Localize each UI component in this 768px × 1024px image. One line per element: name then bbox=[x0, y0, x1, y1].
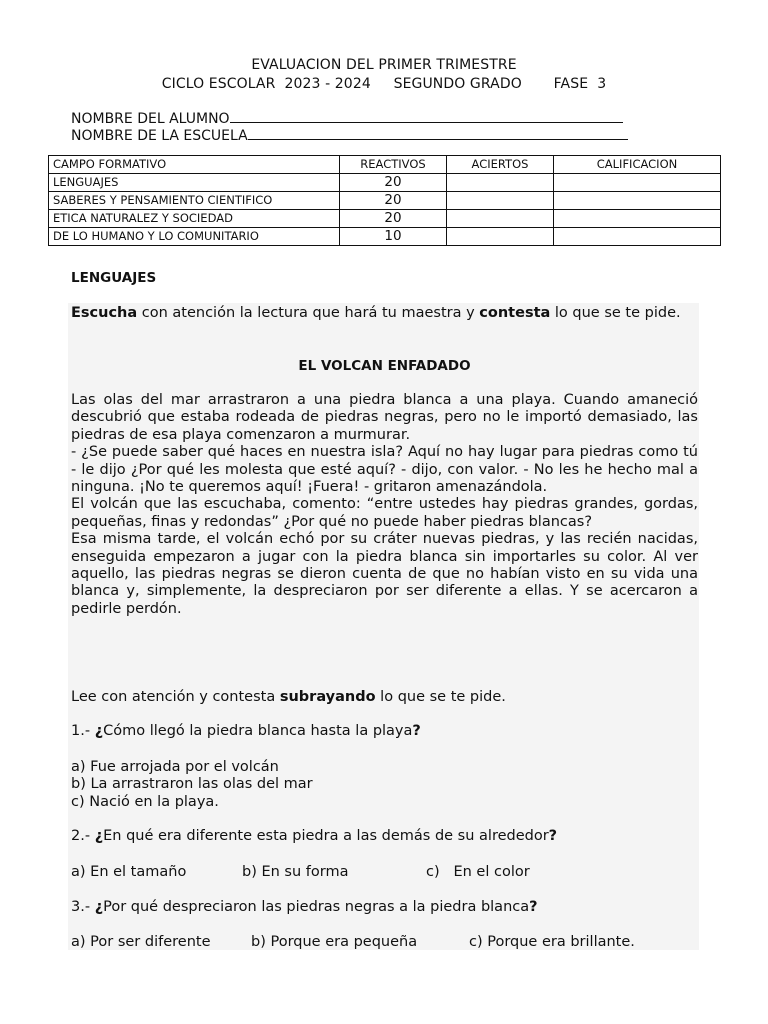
story-paragraph: - ¿Se puede saber qué haces en nuestra isla? Aquí no hay lugar para piedras como tú - le dijo ¿Por qué les molesta que esté aquí? - dijo, con valor. - No les he hecho mal a ninguna. ¡No te queremos aquí! ¡Fuera! - gritaron amenazándola. bbox=[71, 444, 698, 496]
school-name-field[interactable] bbox=[71, 127, 628, 145]
calificacion-cell[interactable] bbox=[554, 174, 721, 192]
aciertos-cell[interactable] bbox=[447, 174, 554, 192]
col-header-campo: CAMPO FORMATIVO bbox=[49, 156, 340, 174]
campo-cell: SABERES Y PENSAMIENTO CIENTIFICO bbox=[49, 192, 340, 210]
instruction bbox=[71, 689, 698, 706]
story-paragraph: El volcán que las escuchaba, comento: “entre ustedes hay piedras grandes, gordas, pequeñas, finas y redondas” ¿Por qué no puede haber piedras blancas? bbox=[71, 496, 698, 530]
question-number: 2.- bbox=[71, 828, 95, 844]
exam-subtitle: CICLO ESCOLAR 2023 - 2024 SEGUNDO GRADO FASE 3 bbox=[161, 76, 607, 92]
answer-option[interactable]: c) Nació en la playa. bbox=[71, 793, 219, 810]
col-header-calificacion: CALIFICACION bbox=[554, 156, 721, 174]
student-name-blank[interactable] bbox=[230, 110, 623, 123]
table-row bbox=[49, 192, 721, 210]
table-row bbox=[49, 210, 721, 228]
question-open-mark: ¿ bbox=[94, 899, 104, 915]
aciertos-cell[interactable] bbox=[447, 192, 554, 210]
intro-bold-escucha: Escucha bbox=[71, 305, 138, 321]
answer-option[interactable]: b) La arrastraron las olas del mar bbox=[71, 776, 313, 793]
question-number: 3.- bbox=[71, 899, 95, 915]
question-2 bbox=[71, 828, 698, 845]
calificacion-cell[interactable] bbox=[554, 192, 721, 210]
question-1 bbox=[71, 723, 698, 740]
question-3 bbox=[71, 899, 698, 916]
story-paragraph: Las olas del mar arrastraron a una piedra blanca a una playa. Cuando amaneció descubrió que estaba rodeada de piedras negras, pero no le importó demasiado, las piedras de esa playa comenzaron a murmurar. bbox=[71, 392, 698, 443]
reactivos-cell: 20 bbox=[340, 192, 447, 210]
question-text: En qué era diferente esta piedra a las demás de su alrededor bbox=[103, 828, 549, 844]
grades-table bbox=[48, 155, 721, 246]
campo-cell: DE LO HUMANO Y LO COMUNITARIO bbox=[49, 228, 340, 246]
question-text: Cómo llegó la piedra blanca hasta la playa bbox=[103, 723, 413, 739]
question-close-mark: ? bbox=[529, 899, 538, 915]
instruction-end: lo que se te pide. bbox=[375, 689, 506, 705]
calificacion-cell[interactable] bbox=[554, 210, 721, 228]
calificacion-cell[interactable] bbox=[554, 228, 721, 246]
student-name-field[interactable] bbox=[71, 110, 623, 128]
story-text bbox=[71, 392, 698, 618]
story-paragraph: Esa misma tarde, el volcán echó por su cráter nuevas piedras, y las recién nacidas, enseguida empezaron a jugar con la piedra blanca sin importarles su color. Al ver aquello, las piedras negras se dieron cuenta de que no habían visto en su vida una blanca y, simplemente, la despreciaron por ser diferente a ellas. Y se acercaron a pedirle perdón. bbox=[71, 531, 698, 617]
answer-option[interactable]: b) En su forma bbox=[242, 864, 349, 880]
question-text: Por qué despreciaron las piedras negras a la piedra blanca bbox=[103, 899, 530, 915]
question-open-mark: ¿ bbox=[94, 828, 104, 844]
question-close-mark: ? bbox=[548, 828, 558, 844]
answer-option[interactable]: b) Porque era pequeña bbox=[251, 934, 418, 950]
school-name-blank[interactable] bbox=[248, 127, 628, 140]
answer-option[interactable]: c) En el color bbox=[426, 864, 530, 880]
section-title: LENGUAJES bbox=[71, 270, 157, 286]
answer-option[interactable]: c) Porque era brillante. bbox=[469, 934, 635, 950]
exam-title: EVALUACION DEL PRIMER TRIMESTRE bbox=[251, 57, 517, 73]
question-1-options bbox=[71, 759, 698, 811]
intro-text-mid: con atención la lectura que hará tu maestra y bbox=[137, 305, 480, 321]
reactivos-cell: 20 bbox=[340, 210, 447, 228]
campo-cell: ETICA NATURALEZ Y SOCIEDAD bbox=[49, 210, 340, 228]
reading-intro bbox=[71, 305, 698, 322]
answer-option[interactable]: a) En el tamaño bbox=[71, 864, 187, 880]
reactivos-cell: 20 bbox=[340, 174, 447, 192]
answer-option[interactable]: a) Fue arrojada por el volcán bbox=[71, 759, 279, 775]
col-header-reactivos: REACTIVOS bbox=[340, 156, 447, 174]
intro-bold-contesta: contesta bbox=[479, 305, 551, 321]
grades-header-row bbox=[49, 156, 721, 174]
campo-cell: LENGUAJES bbox=[49, 174, 340, 192]
answer-option[interactable]: a) Por ser diferente bbox=[71, 934, 211, 950]
aciertos-cell[interactable] bbox=[447, 228, 554, 246]
instruction-bold: subrayando bbox=[279, 689, 376, 705]
student-name-label: NOMBRE DEL ALUMNO bbox=[71, 111, 230, 127]
question-open-mark: ¿ bbox=[94, 723, 104, 739]
question-close-mark: ? bbox=[412, 723, 421, 739]
reactivos-cell: 10 bbox=[340, 228, 447, 246]
aciertos-cell[interactable] bbox=[447, 210, 554, 228]
intro-text-end: lo que se te pide. bbox=[550, 305, 681, 321]
school-name-label: NOMBRE DE LA ESCUELA bbox=[71, 128, 248, 144]
table-row bbox=[49, 228, 721, 246]
table-row bbox=[49, 174, 721, 192]
col-header-aciertos: ACIERTOS bbox=[447, 156, 554, 174]
story-title: EL VOLCAN ENFADADO bbox=[298, 358, 471, 374]
instruction-start: Lee con atención y contesta bbox=[71, 689, 280, 705]
question-number: 1.- bbox=[71, 723, 95, 739]
